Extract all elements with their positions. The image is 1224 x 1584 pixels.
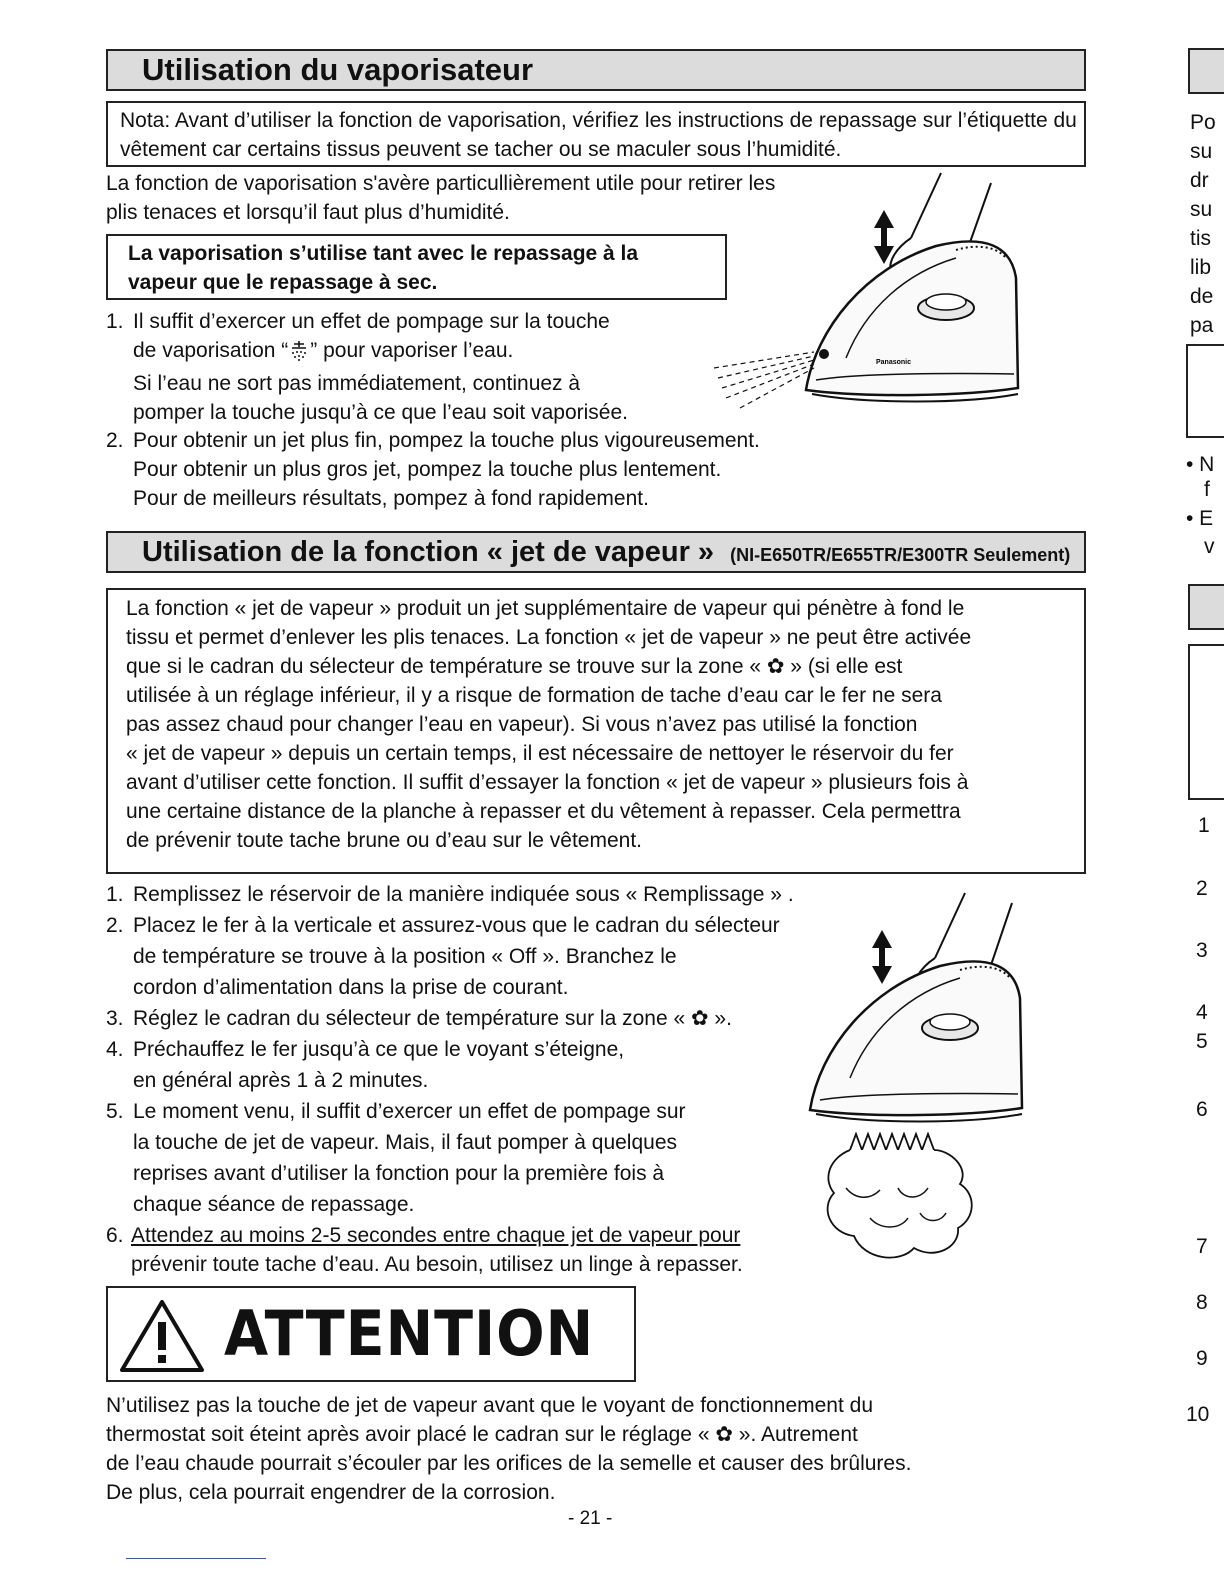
jet-step-4-line: en général après 1 à 2 minutes. — [133, 1069, 429, 1092]
step2-line-3: Pour de meilleurs résultats, pompez à fond rapidement. — [133, 487, 649, 510]
step1-line-3: Si l’eau ne sort pas immédiatement, continuez à — [133, 372, 581, 395]
footer-rule — [126, 1558, 266, 1559]
fragment-bullet: f — [1204, 478, 1210, 501]
step1-line-1: Il suffit d’exercer un effet de pompage sur la touche — [133, 310, 610, 333]
fragment-bullet: • N — [1186, 453, 1215, 476]
fragment-number: 7 — [1196, 1235, 1208, 1258]
fragment-text: Po — [1190, 111, 1216, 134]
attention-line: De plus, cela pourrait engendrer de la corrosion. — [106, 1481, 556, 1504]
fragment-number: 3 — [1196, 939, 1208, 962]
step2-line-2: Pour obtenir un plus gros jet, pompez la touche plus lentement. — [133, 458, 722, 481]
jet-step-5-line: la touche de jet de vapeur. Mais, il faut pomper à quelques — [133, 1131, 678, 1154]
jet-step-2-line: Placez le fer à la verticale et assurez-vous que le cadran du sélecteur — [133, 914, 780, 937]
jet-step-3-line: Réglez le cadran du sélecteur de température sur la zone « ✿ ». — [133, 1007, 732, 1030]
jet-step-4-line: Préchauffez le fer jusqu’à ce que le voyant s’éteigne, — [133, 1038, 625, 1061]
highlight-box — [106, 234, 727, 300]
fragment-text: tis — [1190, 227, 1211, 250]
intro-line-1: La fonction de vaporisation s'avère particullièrement utile pour retirer les — [106, 172, 776, 195]
jet-desc-line: La fonction « jet de vapeur » produit un jet supplémentaire de vapeur qui pénètre à fond le — [126, 597, 965, 620]
intro-line-2: plis tenaces et lorsqu’il faut plus d’humidité. — [106, 201, 510, 224]
jet-desc-line: « jet de vapeur » depuis un certain temps, il est nécessaire de nettoyer le réservoir du fer — [126, 742, 954, 765]
next-page-title-box — [1188, 48, 1224, 94]
fragment-number: 1 — [1198, 814, 1210, 837]
jet-step-2-number: 2. — [106, 914, 124, 937]
highlight-line-2: vapeur que le repassage à sec. — [128, 271, 438, 294]
jet-step-5-line: Le moment venu, il suffit d’exercer un effet de pompage sur — [133, 1100, 686, 1123]
jet-step-5-number: 5. — [106, 1100, 124, 1123]
fragment-text: de — [1190, 285, 1214, 308]
jet-desc-line: une certaine distance de la planche à repasser et du vêtement à repasser. Cela permettra — [126, 800, 961, 823]
jet-description-lines — [126, 594, 971, 855]
page-number: - 21 - — [568, 1508, 613, 1529]
jet-desc-line: avant d’utiliser cette fonction. Il suffit d’essayer la fonction « jet de vapeur » plusieurs fois à — [126, 771, 969, 794]
jet-desc-line: utilisée à un réglage inférieur, il y a risque de formation de tache d’eau car le fer ne sera — [126, 684, 942, 707]
next-page-content-box — [1188, 644, 1224, 800]
step2-line-1: Pour obtenir un jet plus fin, pompez la touche plus vigoureusement. — [133, 429, 760, 452]
section-title-text: Utilisation du vaporisateur — [142, 52, 534, 87]
step1-line-4: pomper la touche jusqu’à ce que l’eau soit vaporisée. — [133, 401, 628, 424]
jet-desc-line: de prévenir toute tache brune ou d’eau sur le vêtement. — [126, 829, 642, 852]
attention-box — [106, 1286, 636, 1382]
fragment-number: 2 — [1196, 877, 1208, 900]
fragment-text: lib — [1190, 256, 1212, 279]
nota-text: Nota: Avant d’utiliser la fonction de vaporisation, vérifiez les instructions de repassage sur l’étiquette du vêtement car certains tissus peuvent se tacher ou se maculer sous l’humidité. — [120, 109, 1077, 161]
highlight-line-1: La vaporisation s’utilise tant avec le repassage à la — [128, 242, 639, 265]
attention-line: N’utilisez pas la touche de jet de vapeur avant que le voyant de fonctionnement du — [106, 1394, 874, 1417]
fragment-number: 5 — [1196, 1030, 1208, 1053]
attention-line: de l’eau chaude pourrait s’écouler par les orifices de la semelle et causer des brûlures. — [106, 1452, 912, 1475]
fragment-number: 8 — [1196, 1291, 1208, 1314]
jet-desc-line: pas assez chaud pour changer l’eau en vapeur). Si vous n’avez pas utilisé la fonction — [126, 713, 918, 736]
step1-number: 1. — [106, 310, 124, 333]
fragment-text: dr — [1190, 169, 1209, 192]
fragment-text: su — [1190, 140, 1213, 163]
fragment-number: 10 — [1186, 1403, 1210, 1426]
fragment-bullet: • E — [1186, 507, 1214, 530]
section2-models: (NI-E650TR/E655TR/E300TR Seulement) — [730, 545, 1071, 565]
jet-step-6-number: 6. — [106, 1224, 124, 1247]
jet-desc-line: tissu et permet d’enlever les plis tenaces. La fonction « jet de vapeur » ne peut être activée — [126, 626, 972, 649]
fragment-text: pa — [1190, 314, 1214, 337]
step2-number: 2. — [106, 429, 124, 452]
next-page-warning-box — [1186, 344, 1224, 438]
section-title-jet-de-vapeur — [106, 531, 1086, 573]
jet-step-4-number: 4. — [106, 1038, 124, 1061]
spray-icon — [288, 339, 310, 361]
nota-box — [106, 101, 1086, 167]
jet-step-6-line: Attendez au moins 2-5 secondes entre chaque jet de vapeur pour — [131, 1224, 741, 1247]
jet-step-5-line: reprises avant d’utiliser la fonction pour la première fois à — [133, 1162, 665, 1185]
iron-spray-illustration — [706, 168, 1026, 428]
jet-step-1-line: Remplissez le réservoir de la manière indiquée sous « Remplissage » . — [133, 883, 794, 906]
jet-step-2-line: cordon d’alimentation dans la prise de courant. — [133, 976, 569, 999]
section-title-vaporisateur — [106, 49, 1086, 91]
attention-label: ATTENTION — [224, 1297, 595, 1370]
step1-line-2b: ” pour vaporiser l’eau. — [310, 339, 514, 362]
step1-line-2 — [133, 336, 513, 365]
fragment-number: 6 — [1196, 1098, 1208, 1121]
fragment-bullet: v — [1204, 535, 1215, 558]
fragment-number: 4 — [1196, 1001, 1208, 1024]
iron-steam-illustration — [800, 888, 1040, 1268]
jet-desc-line: que si le cadran du sélecteur de température se trouve sur la zone « ✿ » (si elle est — [126, 655, 903, 678]
jet-step-5-line: chaque séance de repassage. — [133, 1193, 415, 1216]
jet-step-2-line: de température se trouve à la position « Off ». Branchez le — [133, 945, 677, 968]
section2-title-text: Utilisation de la fonction « jet de vapeur » — [142, 536, 715, 568]
jet-step-3-number: 3. — [106, 1007, 124, 1030]
step1-line-2a: de vaporisation “ — [133, 339, 289, 362]
jet-description-box — [106, 588, 1086, 874]
fragment-number: 9 — [1196, 1347, 1208, 1370]
jet-step-1-number: 1. — [106, 883, 124, 906]
attention-line: thermostat soit éteint après avoir placé le cadran sur le réglage « ✿ ». Autrement — [106, 1423, 858, 1446]
warning-triangle-icon — [118, 1298, 206, 1374]
next-page-title-box-2 — [1188, 584, 1224, 630]
fragment-text: su — [1190, 198, 1213, 221]
iron-brand-label: Panasonic — [876, 359, 912, 366]
jet-step-6-line: prévenir toute tache d’eau. Au besoin, utilisez un linge à repasser. — [131, 1253, 743, 1276]
